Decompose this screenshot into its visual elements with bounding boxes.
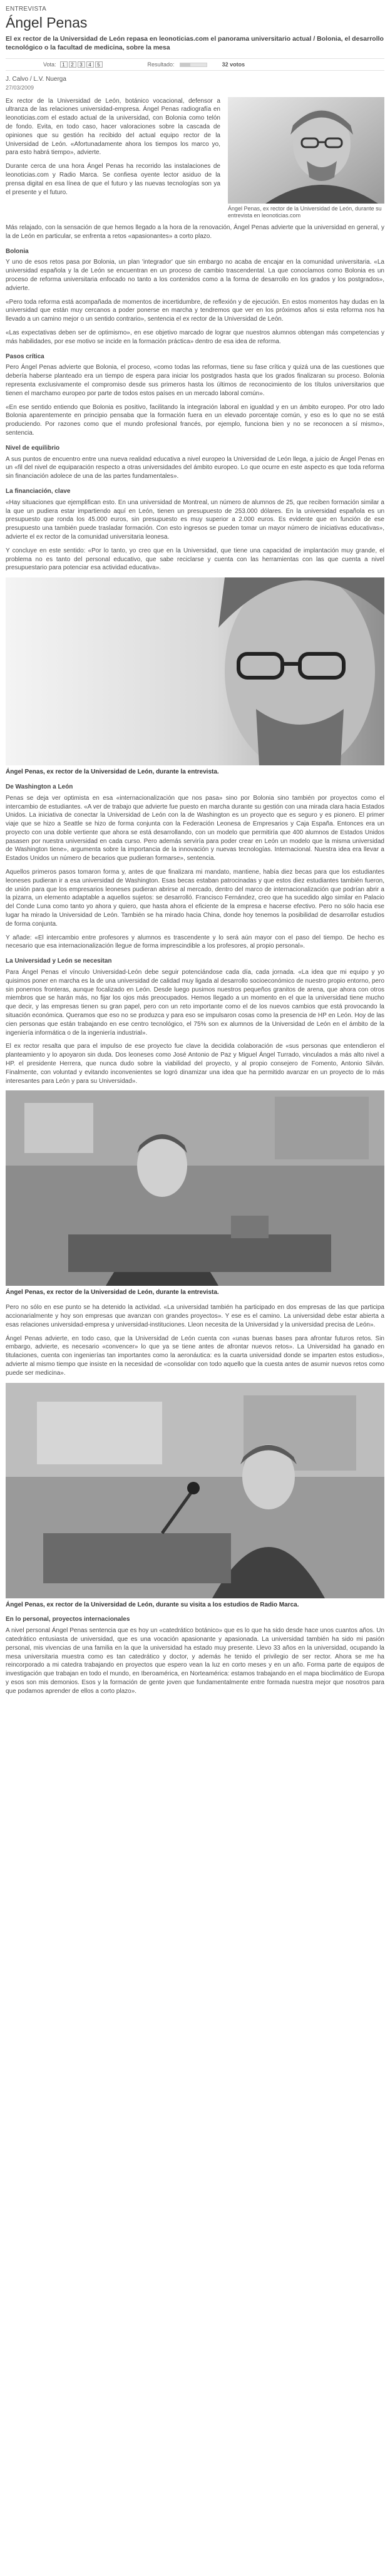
photo-1-caption: Ángel Penas, ex rector de la Universidad de León, durante su entrevista en leonoticias.com <box>228 205 382 219</box>
photo-2-caption: Ángel Penas, ex rector de la Universidad de León, durante la entrevista. <box>6 768 219 776</box>
subhead-financiacion: La financiación, clave <box>6 487 71 495</box>
vote-option-1[interactable]: 1 <box>60 61 68 68</box>
result-rating-fill <box>180 63 191 66</box>
paragraph-bolonia-1: Y uno de esos retos pasa por Bolonia, un plan 'integrador' que sin embargo no acaba de encajar en la comunidad universitaria. «La universidad española y la de León se encuentran en un proceso de cambio trascendental. La que conocíamos como Bolonia es un proceso de reforma universitaria enfocado no tanto a los contenidos como a la forma de desarrollo en los grados y los postgrados», advierte. <box>6 259 384 292</box>
paragraph-washington-1: Penas se deja ver optimista en esa «internacionalización que nos pasa» sino por Bolonia sino también por proyectos como el intercambio de estudiantes. «A ver de trabajo que advierte fue puesto en marcha durante su gestión con una mirada clara hacia Estados Unidos. La iniciativa de conectar la Universidad de León con la de Washington es un proyecto que es seguro y es pionero. El primer viaje que se hizo a Seattle se hizo de forma conjunta con la Federación Leonesa de Empresarios y Caja España. Entonces era un proyecto con una doble vertiente que ahora se está desarrollando, con un modelo que permitiría que 400 alumnos de Estados Unidos pasasen por nuestra universidad en cada curso. Pero además serviría para poder crear en León un modelo que la misma universidad de Washington tiene», argumenta sobre la importancia de la innovación y nuevas tecnologías. Internacional. Nuestra idea era llevar a Estados Unidos un número de becarios que pudieran formarse», sentencia. <box>6 794 384 862</box>
paragraph-medicina-2: Ángel Penas advierte, en todo caso, que la Universidad de León cuenta con «unas buenas bases para afrontar futuros retos. Sin embargo, advierte, es necesario «convencer» lo que ya se tiene antes de afrontar nuevos retos». La Universidad ha ganado en titulaciones, cuenta con ingenierías tan importantes como la aeronáutica: es la cuarta universidad donde se imparten estos estudios», advierte al mismo tiempo que insiste en la necesidad de «consolidar con todo aquello que la cuesta antes de asumir nuevos retos como puede ser medicina». <box>6 1335 384 1377</box>
photo-1-block <box>228 97 384 220</box>
subhead-washington: De Washington a León <box>6 783 73 790</box>
intro-paragraph-2: Durante cerca de una hora Ángel Penas ha recorrido las instalaciones de leonoticias.com y Radio Marca. Se confiesa oyente lector asiduo de la prensa digital en esa línea de que el futuro y las nuevas tecnologías son ya el presente y el futuro. <box>6 163 220 196</box>
paragraph-critica-2: «En ese sentido entiendo que Bolonia es positivo, facilitando la integración laboral en igualdad y en un ámbito europeo. Por otro lado Bolonia aparentemente en principio pensaba que la formación fuera en un elevado porcentaje común, y eso es lo que no se está produciendo. Por razones como que el mundo profesional francés, por ejemplo, funciona bien y no se reconocen a sí mismo», sentencia. <box>6 403 384 437</box>
paragraph-bolonia-2: «Pero toda reforma está acompañada de momentos de incertidumbre, de reflexión y de ejecución. En estos momentos hay dudas en la universidad que están muy cercanos a poder ponerse en marcha y tendremos que ver en los próximos años si esta reforma nos ha llevado a un camino mejor o un sentido contrario», sentencia el ex rector de la Universidad de León. <box>6 298 384 323</box>
intro-section <box>6 97 384 224</box>
publish-date: 27/03/2009 <box>6 85 34 91</box>
paragraph-bolonia-3: «Las expectativas deben ser de optimismo», en ese objetivo marcado de lograr que nuestros alumnos obtengan más competencias y más habilidades, por ese motivo se incide en la formación práctica» dentro de esa idea de reforma. <box>6 329 384 345</box>
paragraph-financiacion-1: «Hay situaciones que ejemplifican esto. En una universidad de Montreal, un número de alumnos de 25, que reciben formación similar a la que un pudiera estar impartiendo aquí en León, tienen un presupuesto de 253.000 dólares. En la universidad española es un presupuesto que ronda los 45.000 euros, sin presupuesto es muy superior a 2.000 euros. Es evidente que en función de ese presupuesto una también puede trasladar formación. Con esto ingresos se pueden tomar un mayor número de iniciativas educativas», advierte el ex rector de la comunidad universitaria leonesa. <box>6 499 384 541</box>
paragraph-renovation: Más relajado, con la sensación de que hemos llegado a la hora de la renovación, Ángel Penas advierte que la universidad en general, y la de León en particular, se enfrenta a retos «apasionantes» a corto plazo. <box>6 224 384 240</box>
photo-4-caption: Ángel Penas, ex rector de la Universidad de León, durante su visita a los estudios de Radio Marca. <box>6 1601 299 1608</box>
paragraph-personal-1: A nivel personal Ángel Penas sentencia que es hoy un «catedrático botánico» que es lo que ha sido desde hace unos cuantos años. Un catedrático entusiasta de universidad, que es una vocación apasionante y apasionada. La universidad también ha sido mi pasión personal, mis vivencias de una familia en la que la universidad ha estado muy presente. Llevo 33 años en la universidad, ocupando la mesa universitaria muestra como es tan catedrático y doctor, y además he tenido el privilegio de ser rector. Ahora se me ha reincorporado a mi catedra trabajando en proyectos que espero vean la luz en corto meses y en un año. Forma parte de equipos de investigación que trabajan en todo el mundo, en Iberoamérica, en Norteamérica: estamos trabajando en el mapa bioclimático de Europa y esos son mis demonios. Esos y la formación de gente joven que fundamentalmente entre formada nuestra mejor que nosotros para que podamos aprender de ellos a corto plazo». <box>6 1627 384 1695</box>
vote-option-5[interactable]: 5 <box>95 61 103 68</box>
portrait-2-image <box>6 577 384 765</box>
article-deck: El ex rector de la Universidad de León repasa en leonoticias.com el panorama universitario actual / Bolonia, el desarrollo tecnológico o la facultad de medicina, sobre la mesa <box>6 35 384 52</box>
photo-interview-3 <box>6 1090 384 1286</box>
photo-portrait-1 <box>228 97 384 204</box>
subhead-necesitan: La Universidad y León se necesitan <box>6 958 112 965</box>
vote-label: Vota: <box>43 61 56 68</box>
paragraph-medicina-1: Pero no sólo en ese punto se ha detenido la actividad. «La universidad también ha participado en dos empresas de las que participa accionarialmente y hoy son empresas que avanzan con grandes proyectos». Y ese es el camino. La universidad debe estar abierta a esas relaciones universidad-empresa y universidad-instituciones. Lleon necesita de la Universidad y la universidad precisa de León». <box>6 1304 384 1328</box>
votes-count: 32 votos <box>222 61 245 68</box>
portrait-1-image <box>228 97 384 204</box>
headline: Ángel Penas <box>6 14 88 31</box>
subhead-critica: Pasos crítica <box>6 353 44 360</box>
paragraph-financiacion-2: Y concluye en este sentido: «Por lo tanto, yo creo que en la Universidad, que tiene una capacidad de implantación muy grande, el problema no es tanto del personal educativo, que sabe reciclarse y cuenta con las herramientas con las que cuenta a nivel presupuestario para potenciar esa actividad educativa». <box>6 547 384 572</box>
vote-option-4[interactable]: 4 <box>86 61 94 68</box>
paragraph-equilibrio-1: A sus puntos de encuentro entre una nueva realidad educativa a nivel europeo la Universidad de León llega, a juicio de Ángel Penas en un «fil del nivel de equiparación respecto a otras universidades del ámbito europeo. Lo que ocurre en este aspecto es que toda reforma sin financiación adolece de una de las partes fundamentales». <box>6 455 384 480</box>
subhead-equilibrio: Nivel de equilibrio <box>6 444 60 452</box>
intro-paragraph-1: Ex rector de la Universidad de León, botánico vocacional, defensor a ultranza de las relaciones universidad-empresa. Ángel Penas radiografía en leonoticias.com el estado actual de la universidad, con Bolonia como telón de fondo. Evita, en todo caso, hacer valoraciones sobre la cascada de opiniones que su gestión ha recibido del actual equipo rector de la Universidad de León. «Afortunadamente ahora los tiempos los marco yo, para esto habrá tiempo», advierte. <box>6 97 220 157</box>
subhead-personal: En lo personal, proyectos internacionales <box>6 1616 130 1623</box>
vote-option-2[interactable]: 2 <box>69 61 76 68</box>
paragraph-necesitan-2: El ex rector resalta que para el impulso de ese proyecto fue clave la decidida colaboración de «sus personas que entendieron el planteamiento y lo apoyaron sin duda. Dos leoneses como José Antonio de Paz y Miguel Ángel Turrado, vinculados a más alto nivel a HP. el presidente Herrera, que nunca dudo sobre la viabilidad del proyecto, y al propio consejero de Fomento, Antonio Silván. Finalmente, con voluntad y evitando inconvenientes se logró dinamizar una idea que ha permitido avanzar en un proyecto de lo más interesantes para León y para su Universidad». <box>6 1043 384 1085</box>
vote-option-3[interactable]: 3 <box>78 61 85 68</box>
photo-radio-4 <box>6 1383 384 1598</box>
interview-3-image <box>6 1090 384 1286</box>
paragraph-washington-2: Aquellos primeros pasos tomaron forma y, antes de que finalizara mi mandato, mantiene, había diez becas para que los estudiantes leoneses pudieran ir a esa universidad de Washington. Esas becas estaban patrocinadas y que estos diez estudiantes también fueron, de unión para que los empresarios leoneses pudieran abrirse al mercado, dentro del marco de internacionalización que podrían abrir a la pizarra, un elemento adaptable a aquellos sujetos: se desarrolló. Francisco Fernández, creo que ha sucedido algo similar en Palacio del Conde Luna como tanto yo ahora y quiero, que hasta ahora el eficiente de la empresa e hacerse efectivo. Pero no sólo hacia ese lugar ha mirado la Universidad de León. También se ha mirado hacia China, donde hoy tenemos la posibilidad de desarrollar estudios de forma conjunta. <box>6 869 384 928</box>
result-rating-bar <box>180 63 207 67</box>
result-label: Resultado: <box>147 61 175 68</box>
radio-4-image <box>6 1383 384 1598</box>
paragraph-necesitan-1: Para Ángel Penas el vínculo Universidad-León debe seguir potenciándose cada día, cada jornada. «La idea que mi equipo y yo quisimos poner en marcha es la de una universidad de calidad muy ligada al desarrollo socioeconómico de nuestro propio entorno, pero sin ponernos fronteras, aunque focalizado en León. Desde luego pusimos nuestros pequeños granitos de arena, que ahora con otros miembros que se harán más, no fijar los ojos más preocupados. Hemos llegado a un momento en el que la universidad tiene mucho que decir, y las empresas tienen su gran papel, pero con un reto importante como el de los nuevos cambios que está provocando la situación económica. Queramos que eso no se produzca y para eso se impulsaron cosas como la presencia de HP en León. Hoy de las cien personas que están trabajando en ese centro tecnológico, el 75% son ex alumnos de la Universidad de León en el ámbito de la ingeniería informática o de la ingeniería industrial». <box>6 969 384 1037</box>
photo-portrait-2 <box>6 577 384 765</box>
paragraph-critica-1: Pero Ángel Penas advierte que Bolonia, el proceso, «como todas las reformas, tiene su fase crítica y quizá una de las cuestiones que debería haberse planteado era un tiempo de espera para iniciar los postgrados hasta que los grados finalizaran su proceso. Bolonia representa exclusivamente el compromiso desde sus primeros hasta los últimos de reconocimiento de los títulos universitarios que tienen el marchamo europeo por parte de todos estos países en un mercado laboral común». <box>6 364 384 397</box>
photo-3-caption: Ángel Penas, ex rector de la Universidad de León, durante la entrevista. <box>6 1289 219 1296</box>
vote-bar <box>6 58 384 71</box>
paragraph-washington-3: Y añade: «El intercambio entre profesores y alumnos es trascendente y lo será aún mayor con el paso del tiempo. De hecho es necesario que esa internacionalización llegue de forma imprescindible a los profesores, al propio personal». <box>6 934 384 950</box>
subhead-bolonia: Bolonia <box>6 247 29 255</box>
byline: J. Calvo / L.V. Nuerga <box>6 76 66 83</box>
section-label: ENTREVISTA <box>6 6 47 13</box>
